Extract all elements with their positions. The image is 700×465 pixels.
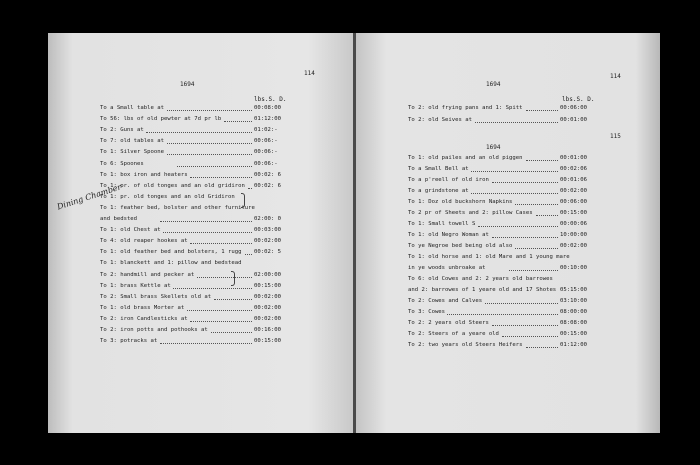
row-label: To 1: old brass Morter at [100, 304, 185, 311]
row-value: 00:06:00 [560, 199, 587, 205]
leader-line [526, 160, 558, 161]
leader-line [167, 154, 252, 155]
leader-line [515, 204, 558, 205]
row-label: To 2: old Seives at [408, 116, 472, 123]
row-label: To 1: Small towell S [408, 221, 476, 227]
row-value: 00:10:00 [560, 265, 587, 271]
row-value: 00:02: 6 [254, 171, 281, 178]
leader-line [492, 237, 558, 238]
leader-line [160, 343, 252, 344]
row-value: 02:00: 0 [254, 216, 281, 222]
row-label: To a p'reell of old iron [408, 177, 489, 183]
right-section-page: 115 [610, 133, 621, 140]
row-value: 00:06:00 [560, 105, 587, 111]
row-value: 00:02: 5 [254, 249, 281, 256]
row-label: To 2: Small brass Skellets old at [100, 293, 212, 300]
leader-line [502, 336, 558, 337]
leader-line [248, 188, 252, 189]
row-value: 00:06:- [254, 149, 278, 156]
row-value: 02:00:00 [254, 271, 281, 278]
row-label: To 2: Guns at [100, 127, 144, 134]
row-label: To 1: old Negro Woman at [408, 232, 489, 238]
row-label: To 1: old feather bed and bolsters, 1 rugg [100, 249, 242, 256]
leader-line [509, 270, 558, 271]
row-value: 00:01:00 [560, 116, 587, 123]
row-label: To 4: old reaper hookes at [100, 238, 188, 245]
leader-line [447, 314, 558, 315]
row-value: 00:02:06 [560, 166, 587, 172]
row-label: To 2: handmill and pecker at [100, 271, 195, 278]
row-value: 00:02:00 [254, 238, 281, 245]
leader-line [536, 215, 558, 216]
row-label: To 1: Doz old buckshorn Napkins [408, 199, 513, 205]
row-value: 10:00:00 [560, 232, 587, 238]
row-value: 01:12:00 [254, 116, 281, 123]
right-year-top: 1694 [486, 81, 501, 88]
row-value: 00:00:06 [560, 221, 587, 227]
row-value: 08:08:00 [560, 320, 587, 326]
scanned-ledger [48, 33, 660, 433]
row-label: To 2: 2 years old Steers [408, 320, 489, 326]
row-value: 00:03:00 [254, 227, 281, 234]
row-label: To 1: brass Kettle at [100, 282, 171, 289]
row-value: 00:15:00 [254, 338, 281, 345]
leader-line [245, 254, 252, 255]
leader-line [485, 303, 558, 304]
row-label: in ye woods unbroake at [408, 265, 486, 271]
bracket [231, 271, 235, 286]
row-value: 00:08:00 [254, 105, 281, 111]
leader-line [177, 166, 252, 167]
row-label: To 1: pr. old tonges and an old Gridiron [100, 193, 235, 200]
leader-line [471, 193, 558, 194]
row-label: To 3: potracks at [100, 338, 158, 345]
row-value: 01:02:- [254, 127, 278, 134]
row-label: To 1: old Chest at [100, 227, 161, 234]
leader-line [211, 332, 252, 333]
row-value: 00:02:00 [254, 304, 281, 311]
row-value: 00:02: 6 [254, 182, 281, 189]
row-label: To 3: Cowes [408, 309, 446, 315]
row-value: 00:06:- [254, 138, 278, 145]
row-label: To ye Negroe bed being old also [408, 243, 513, 249]
leader-line [214, 299, 252, 300]
row-value: 00:15:00 [560, 331, 587, 337]
handwritten-margin-note: Dining Chamber [56, 182, 123, 212]
row-label: To 1: feather bed, bolster and other furniture [100, 204, 255, 211]
row-value: 00:15:00 [254, 282, 281, 289]
left-column-header: lbs.S. D. [254, 96, 287, 103]
leader-line [492, 325, 558, 326]
leader-line [197, 277, 252, 278]
right-page-number: 114 [610, 73, 621, 80]
row-label: To 1: box iron and heaters [100, 171, 188, 178]
row-label: To 7: old tables at [100, 138, 164, 145]
row-label: To 2: two years old Steers Heifers [408, 342, 523, 348]
row-label: To a Small table at [100, 105, 164, 111]
row-label: To 1: old horse and 1: old Mare and 1 young mare [408, 254, 570, 260]
row-value: 00:16:00 [254, 327, 281, 333]
leader-line [475, 122, 558, 123]
row-label: To 1: blanckett and 1: pillow and bedstead [100, 260, 242, 267]
row-value: 08:00:00 [560, 309, 587, 315]
row-value: 00:01:06 [560, 177, 587, 183]
right-column-header: lbs.S. D. [562, 96, 595, 103]
bracket [241, 193, 245, 208]
leader-line [167, 110, 252, 111]
row-label: To 6: Spoones [100, 160, 144, 167]
leader-line [167, 143, 252, 144]
leader-line [471, 171, 558, 172]
row-label: To 1: pr. of old tonges and an old gridiron [100, 182, 245, 189]
row-label: To 2: old frying pans and 1: Spitt [408, 105, 523, 111]
row-label: and 2: barrowes of 1 yeare old and 17 Shotes [408, 287, 557, 293]
row-value: 00:02:00 [254, 315, 281, 322]
row-value: 01:12:00 [560, 342, 587, 348]
leader-line [515, 248, 558, 249]
leader-line [224, 121, 252, 122]
right-page [356, 33, 660, 433]
leader-line [190, 177, 252, 178]
leader-line [160, 221, 252, 222]
leader-line [187, 310, 252, 311]
row-label: To 2: iron Candlesticks at [100, 315, 188, 322]
row-label: To 56: lbs of old pewter at 7d pr lb [100, 116, 222, 123]
row-value: 00:06:- [254, 160, 278, 167]
row-label: To a grindstone at [408, 188, 469, 194]
row-label: To 6: old Cowes and 2: 2 years old barrowes [408, 276, 553, 282]
row-value: 00:02:00 [560, 188, 587, 194]
leader-line [478, 226, 558, 227]
row-value: 03:10:00 [560, 298, 587, 304]
row-value: 00:02:00 [560, 243, 587, 249]
leader-line [526, 347, 558, 348]
row-value: 00:02:00 [254, 293, 281, 300]
row-value: 00:15:00 [560, 210, 587, 216]
row-label: To 2: Steers of a yeare old [408, 331, 499, 337]
row-value: 00:01:00 [560, 155, 587, 161]
row-label: and bedsted [100, 216, 138, 222]
leader-line [190, 243, 252, 244]
right-section-year: 1694 [486, 144, 501, 151]
row-label: To 1: Silver Spoone [100, 149, 164, 156]
row-label: To a Small Bell at [408, 166, 469, 172]
leader-line [492, 182, 558, 183]
row-label: To 1: old pailes and an old piggen [408, 155, 523, 161]
left-page [48, 33, 354, 433]
leader-line [173, 288, 252, 289]
leader-line [163, 232, 252, 233]
leader-line [526, 110, 558, 111]
left-year: 1694 [180, 81, 195, 88]
leader-line [146, 132, 252, 133]
left-page-number: 114 [304, 70, 315, 77]
row-value: 05:15:00 [560, 287, 587, 293]
row-label: To 2: Cowes and Calves [408, 298, 483, 304]
row-label: To 2 pr of Sheets and 2: pillow Cases [408, 210, 533, 216]
leader-line [190, 321, 252, 322]
row-label: To 2: iron potts and pothooks at [100, 327, 208, 333]
